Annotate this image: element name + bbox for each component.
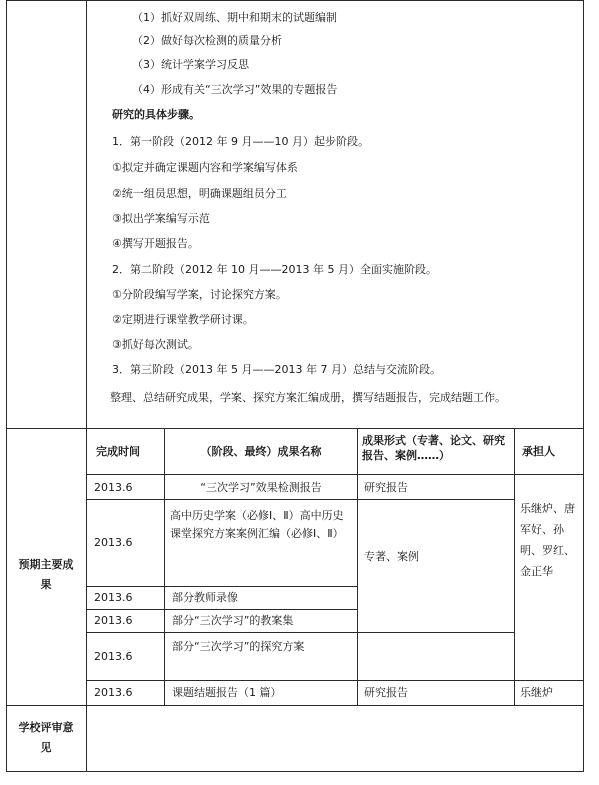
step-line-3: ②统一组员思想，明确课题组员分工 xyxy=(112,187,287,200)
step-line-4: ③拟出学案编写示范 xyxy=(112,212,210,225)
header-person: 承担人 xyxy=(522,445,555,458)
step-line-9: ③抓好每次测试。 xyxy=(112,338,199,351)
persons-last: 乐继炉 xyxy=(520,686,553,699)
col-divider-form xyxy=(514,428,515,705)
row-3-time: 2013.6 xyxy=(94,591,133,604)
row-4-name: 部分“三次学习”的教案集 xyxy=(172,614,294,627)
row-2-form: 专著、案例 xyxy=(364,550,419,563)
header-form: 成果形式（专著、论文、研究报告、案例……） xyxy=(362,434,505,462)
row-divider-3 xyxy=(86,609,357,610)
table-border-bottom xyxy=(6,771,584,772)
label-column-divider xyxy=(86,0,87,772)
step-line-6: 2．第二阶段（2012 年 10 月——2013 年 5 月）全面实施阶段。 xyxy=(112,263,437,276)
row-divider-header xyxy=(86,474,584,475)
row-2-time: 2013.6 xyxy=(94,536,133,549)
row-1-name: “三次学习”效果检测报告 xyxy=(200,481,322,494)
col-divider-name xyxy=(357,428,358,705)
step-line-7: ①分阶段编写学案，讨论探究方案。 xyxy=(112,288,287,301)
final-paragraph: 整理、总结研究成果，学案、探究方案汇编成册，撰写结题报告，完成结题工作。 xyxy=(110,391,506,404)
header-name: （阶段、最终）成果名称 xyxy=(200,445,322,458)
opinion-content-area[interactable] xyxy=(87,706,583,771)
steps-heading: 研究的具体步骤。 xyxy=(112,108,200,121)
row-divider-1 xyxy=(86,499,514,500)
row-6-form: 研究报告 xyxy=(364,686,408,699)
step-line-10: 3．第三阶段（2013 年 5 月——2013 年 7 月）总结与交流阶段。 xyxy=(112,363,441,376)
step-line-8: ②定期进行课堂教学研讨课。 xyxy=(112,313,254,326)
col-divider-time xyxy=(164,428,165,705)
step-line-1: 1．第一阶段（2012 年 9 月——10 月）起步阶段。 xyxy=(112,135,369,148)
step-line-2: ①拟定并确定课题内容和学案编写体系 xyxy=(112,161,298,174)
row-divider-4 xyxy=(86,632,514,633)
row-6-time: 2013.6 xyxy=(94,686,133,699)
row-6-name: 课题结题报告（1 篇） xyxy=(172,686,282,699)
row-4-time: 2013.6 xyxy=(94,614,133,627)
row-divider-2 xyxy=(86,586,357,587)
row-3-name: 部分教师录像 xyxy=(172,591,238,604)
row-divider-5-person xyxy=(514,680,584,681)
row-5-time: 2013.6 xyxy=(94,650,133,663)
goal-line-1: （1）抓好双周练、期中和期末的试题编制 xyxy=(132,11,337,24)
row-1-form: 研究报告 xyxy=(364,481,408,494)
results-row-label: 预期主要成果 xyxy=(18,558,74,591)
opinion-label: 学校评审意见 xyxy=(18,721,74,754)
header-time: 完成时间 xyxy=(96,445,140,458)
step-line-5: ④撰写开题报告。 xyxy=(112,237,199,250)
row-5-name: 部分“三次学习”的探究方案 xyxy=(172,640,305,653)
goal-line-2: （2）做好每次检测的质量分析 xyxy=(132,34,282,47)
row-divider-5 xyxy=(86,680,514,681)
table-border-right xyxy=(583,0,584,772)
row-2-name: 高中历史学案（必修Ⅰ、Ⅱ）高中历史课堂探究方案案例汇编（必修Ⅰ、Ⅱ） xyxy=(170,509,344,540)
table-border-left xyxy=(6,0,7,772)
goal-line-3: （3）统计学案学习反思 xyxy=(132,58,249,71)
section-divider-results xyxy=(6,428,584,429)
persons-merged: 乐继炉、唐军好、孙明、罗红、金正华 xyxy=(520,502,575,578)
row-1-time: 2013.6 xyxy=(94,481,133,494)
table-border-top xyxy=(6,0,584,1)
goal-line-4: （4）形成有关“三次学习”效果的专题报告 xyxy=(132,83,338,96)
